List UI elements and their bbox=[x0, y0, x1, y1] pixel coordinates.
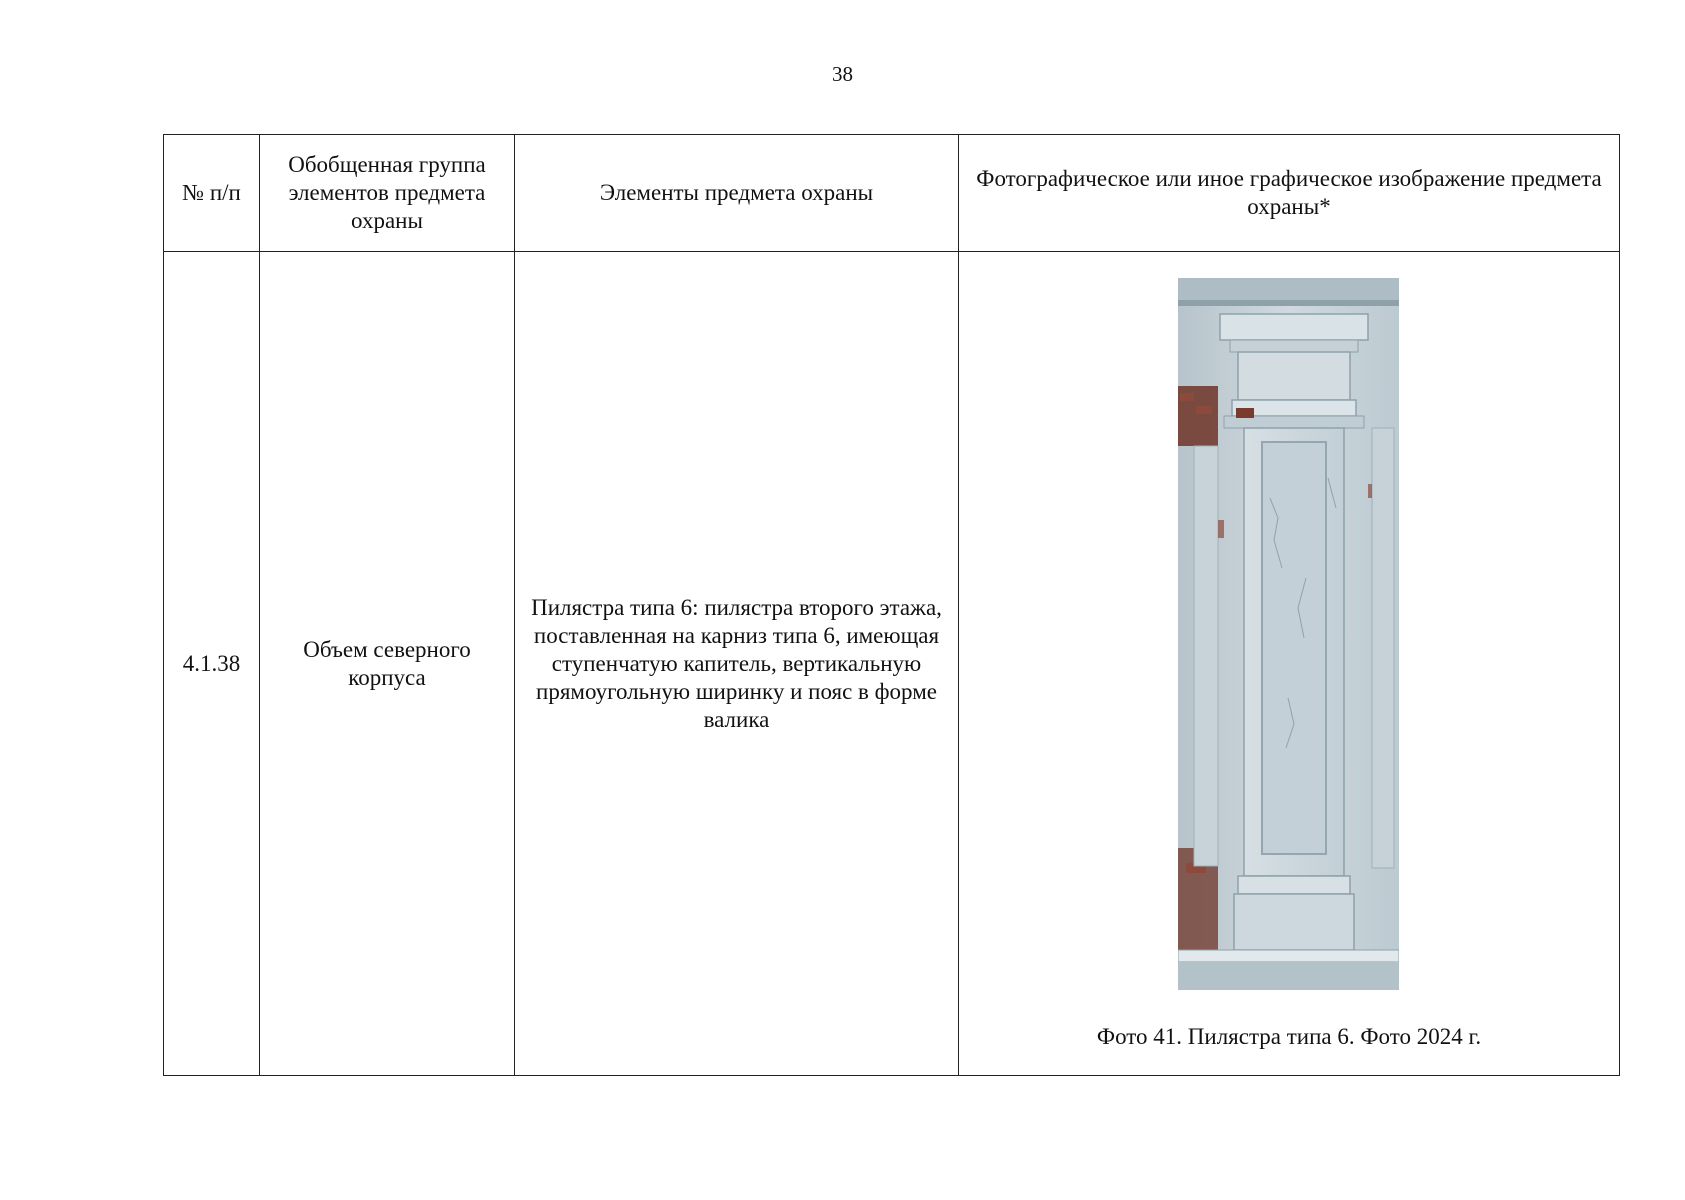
row-elements: Пилястра типа 6: пилястра второго этажа, поставленная на карниз типа 6, имеющая ступенчатую капитель, вертикальную прямоугольную ширинку и пояс в форме валика bbox=[515, 252, 959, 1076]
header-image: Фотографическое или иное графическое изображение предмета охраны* bbox=[959, 135, 1620, 252]
pilaster-photo bbox=[1178, 278, 1399, 990]
table-row bbox=[164, 252, 1620, 1076]
table-header-row bbox=[164, 135, 1620, 252]
photo-caption: Фото 41. Пилястра типа 6. Фото 2024 г. bbox=[1096, 1024, 1482, 1049]
header-group: Обобщенная группа элементов предмета охраны bbox=[260, 135, 515, 252]
row-group: Объем северного корпуса bbox=[260, 252, 515, 1076]
page-number: 38 bbox=[832, 62, 853, 86]
protection-table bbox=[163, 134, 1620, 1076]
header-num: № п/п bbox=[164, 135, 260, 252]
row-num: 4.1.38 bbox=[164, 252, 260, 1076]
header-elements: Элементы предмета охраны bbox=[515, 135, 959, 252]
row-image-cell bbox=[959, 252, 1620, 1076]
